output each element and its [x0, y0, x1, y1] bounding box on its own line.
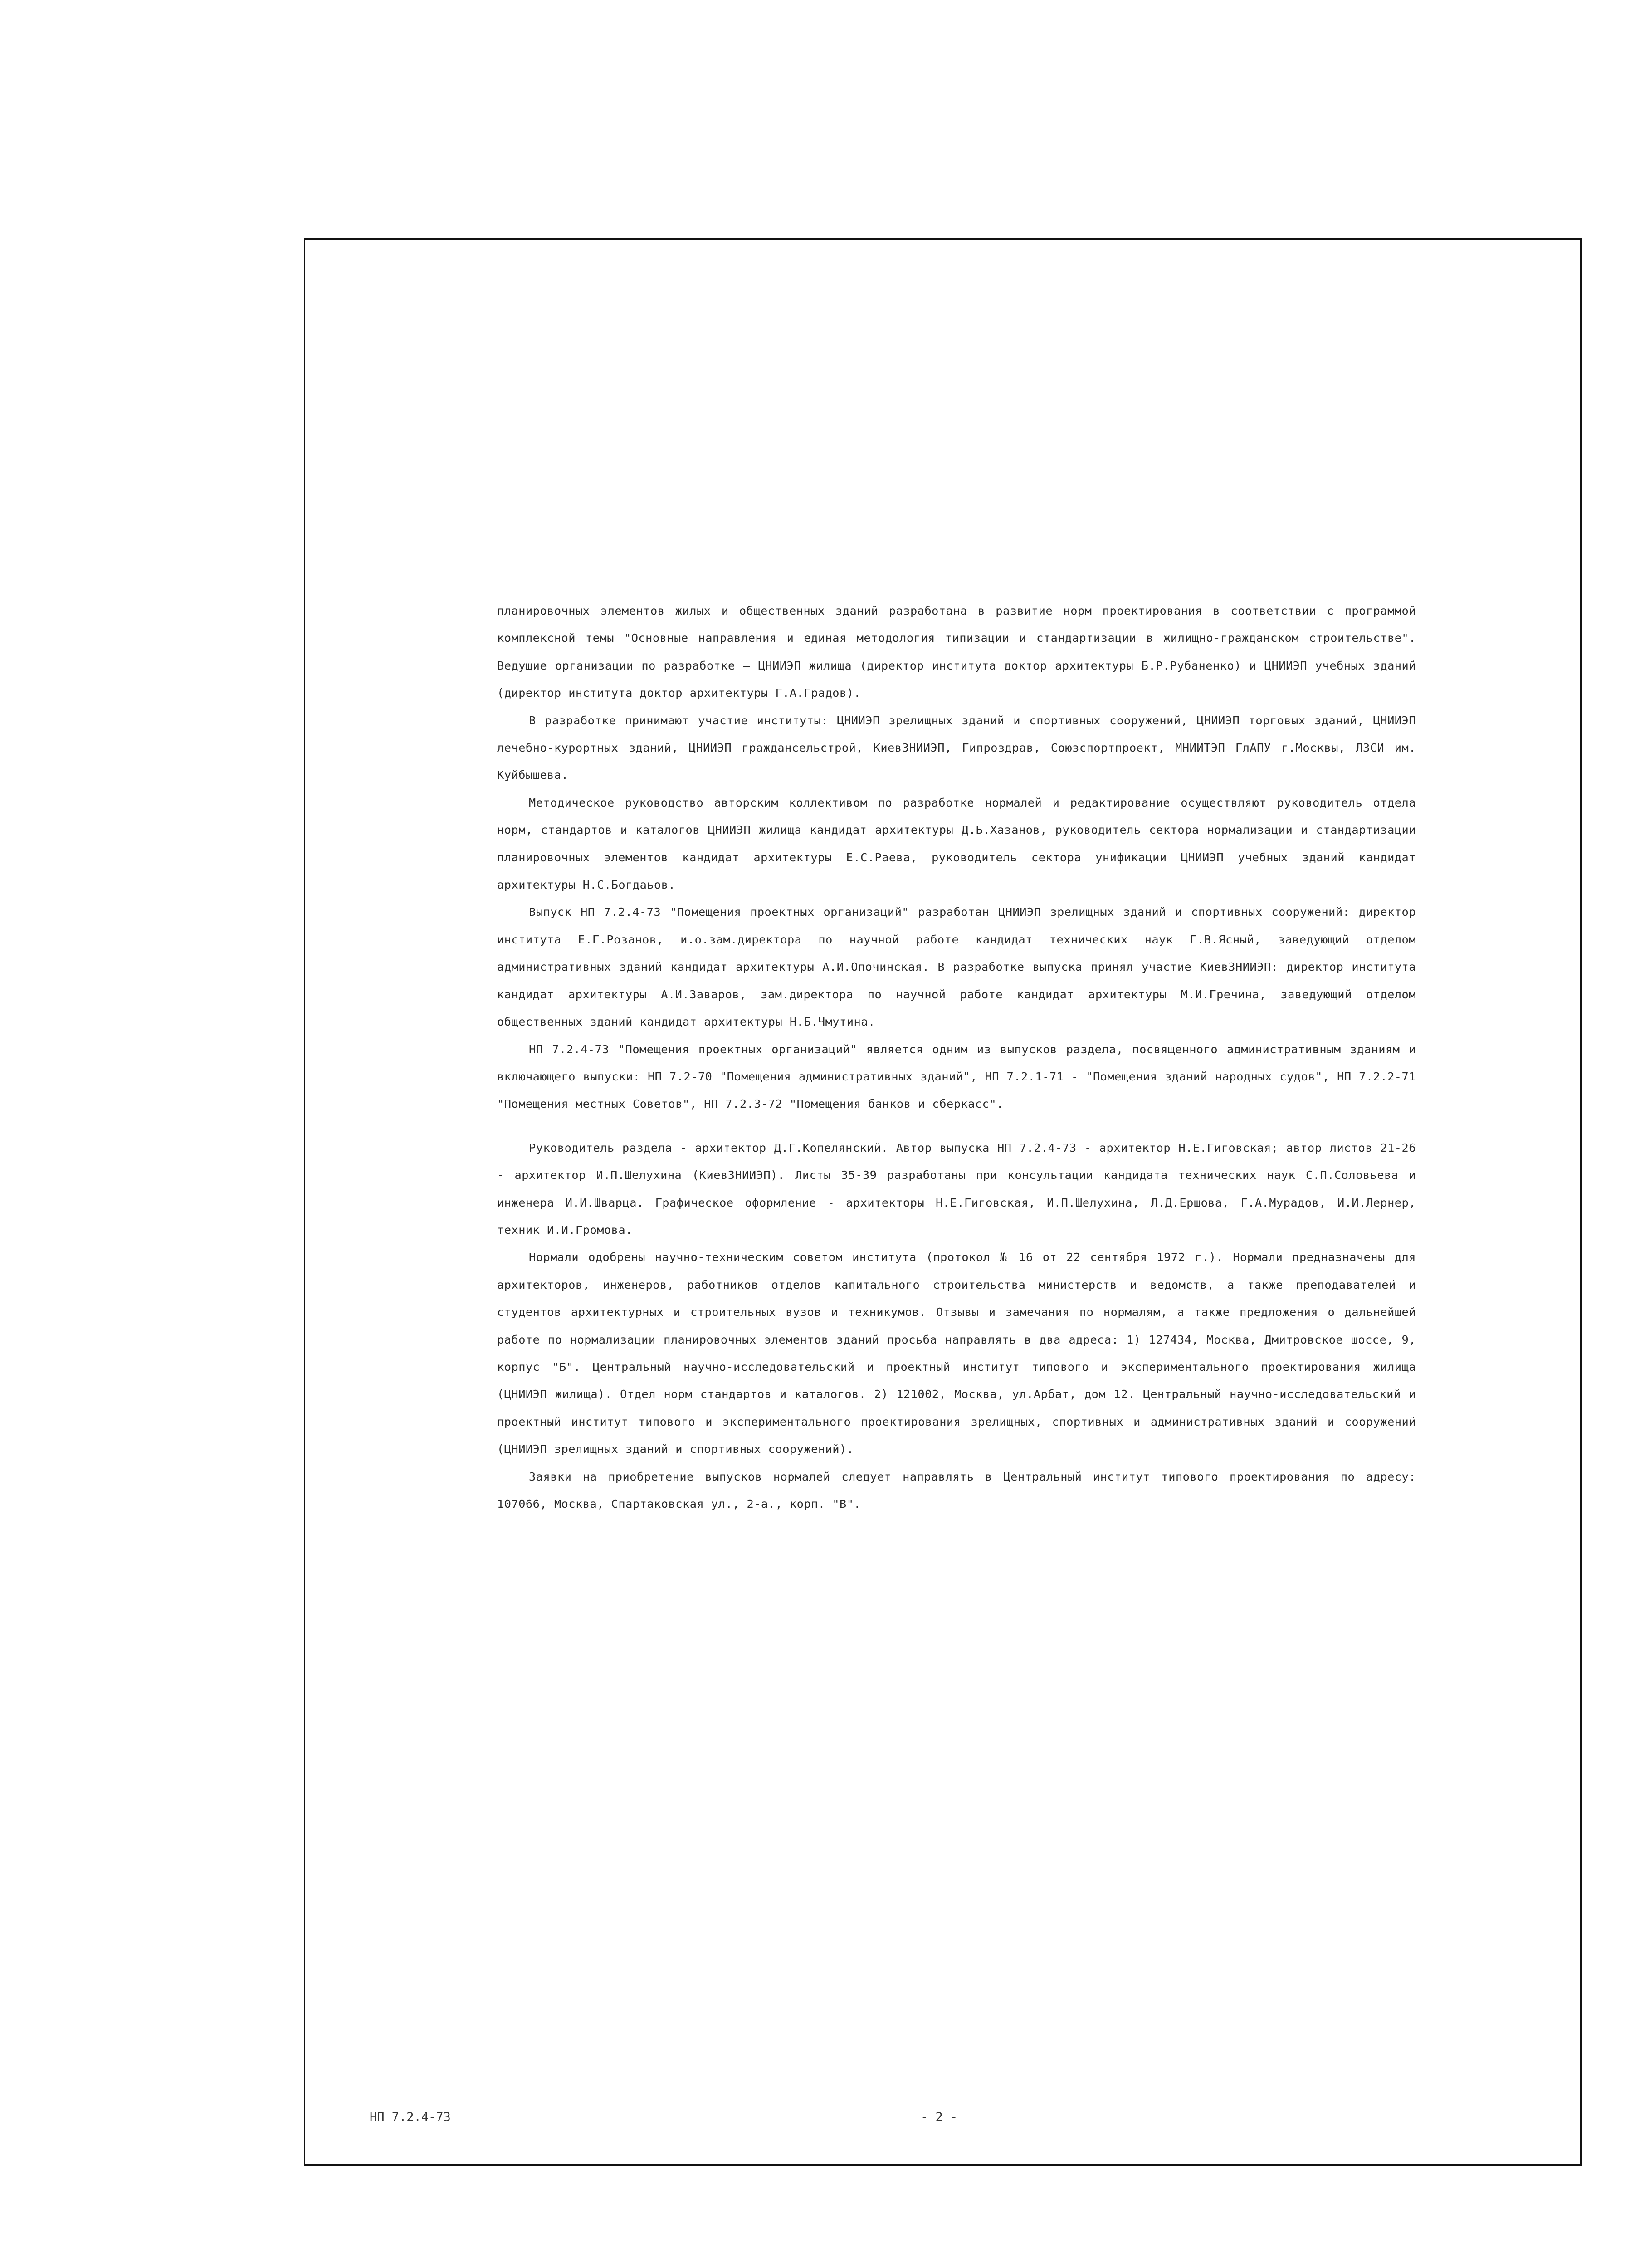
footer-page-number: - 2 - [921, 2110, 958, 2124]
paragraph-methodical-guidance: Методическое руководство авторским коллективом по разработке нормалей и редактирование осуществляют руководитель отдела норм, стандартов и каталогов ЦНИИЭП жилища кандидат архитектуры Д.Б.Хазанов, руководитель сектора нормализации и стандартизации планировочных элементов кандидат архитектуры Е.С.Раева, руководитель сектора унификации ЦНИИЭП учебных зданий кандидат архитектуры Н.С.Богдаьов. [497, 796, 1416, 892]
paragraph-orders: Заявки на приобретение выпусков нормалей следует направлять в Центральный институт типового проектирования по адресу: 107066, Москва, Спартаковская ул., 2-а., корп. "В". [497, 1470, 1416, 1510]
footer-document-code: НП 7.2.4-73 [370, 2110, 451, 2124]
paragraph-authors: Руководитель раздела - архитектор Д.Г.Копелянский. Автор выпуска НП 7.2.4-73 - архитектор Н.Е.Гиговская; автор листов 21-26 - архитектор И.П.Шелухина (КиевЗНИИЭП). Листы 35-39 разработаны при консультации кандидата технических наук С.П.Соловьева и инженера И.И.Шварца. Графическое оформление - архитекторы Н.Е.Гиговская, И.П.Шелухина, Л.Д.Ершова, Г.А.Мурадов, И.И.Лернер, техник И.И.Громова. [497, 1141, 1416, 1237]
paragraph-issue-developers: Выпуск НП 7.2.4-73 "Помещения проектных организаций" разработан ЦНИИЭП зрелищных зданий и спортивных сооружений: директор института Е.Г.Розанов, и.о.зам.директора по научной работе кандидат технических наук Г.В.Ясный, заведующий отделом административных зданий кандидат архитектуры А.И.Опочинская. В разработке выпуска принял участие КиевЗНИИЭП: директор института кандидат архитектуры А.И.Заваров, зам.директора по научной работе кандидат архитектуры М.И.Гречина, заведующий отделом общественных зданий кандидат архитектуры Н.Б.Чмутина. [497, 905, 1416, 1029]
paragraph-section-issues: НП 7.2.4-73 "Помещения проектных организаций" является одним из выпусков раздела, посвященного административным зданиям и включающего выпуски: НП 7.2-70 "Помещения административных зданий", НП 7.2.1-71 - "Помещения зданий народных судов", НП 7.2.2-71 "Помещения местных Советов", НП 7.2.3-72 "Помещения банков и сберкасс". [497, 1042, 1416, 1111]
paragraph-participants: В разработке принимают участие институты: ЦНИИЭП зрелищных зданий и спортивных сооружений, ЦНИИЭП торговых зданий, ЦНИИЭП лечебно-курортных зданий, ЦНИИЭП граждансельстрой, КиевЗНИИЭП, Гипроздрав, Союзспортпроект, МНИИТЭП ГлАПУ г.Москвы, ЛЗСИ им. Куйбышева. [497, 714, 1416, 782]
paragraph-intro: планировочных элементов жилых и общественных зданий разработана в развитие норм проектирования в соответствии с программой комплексной темы "Основные направления и единая методология типизации и стандартизации в жилищно-гражданском строительстве". Ведущие организации по разработке – ЦНИИЭП жилища (директор института доктор архитектуры Б.Р.Рубаненко) и ЦНИИЭП учебных зданий (директор института доктор архитектуры Г.А.Градов). [497, 604, 1416, 700]
document-body [497, 597, 1416, 1518]
paragraph-approval-addresses: Нормали одобрены научно-техническим советом института (протокол № 16 от 22 сентября 1972 г.). Нормали предназначены для архитекторов, инженеров, работников отделов капитального строительства министерств и ведомств, а также преподавателей и студентов архитектурных и строительных вузов и техникумов. Отзывы и замечания по нормалям, а также предложения о дальнейшей работе по нормализации планировочных элементов зданий просьба направлять в два адреса: 1) 127434, Москва, Дмитровское шоссе, 9, корпус "Б". Центральный научно-исследовательский и проектный институт типового и экспериментального проектирования жилища (ЦНИИЭП жилища). Отдел норм стандартов и каталогов. 2) 121002, Москва, ул.Арбат, дом 12. Центральный научно-исследовательский и проектный институт типового и экспериментального проектирования зрелищных, спортивных и административных зданий и сооружений (ЦНИИЭП зрелищных зданий и спортивных сооружений). [497, 1251, 1416, 1456]
